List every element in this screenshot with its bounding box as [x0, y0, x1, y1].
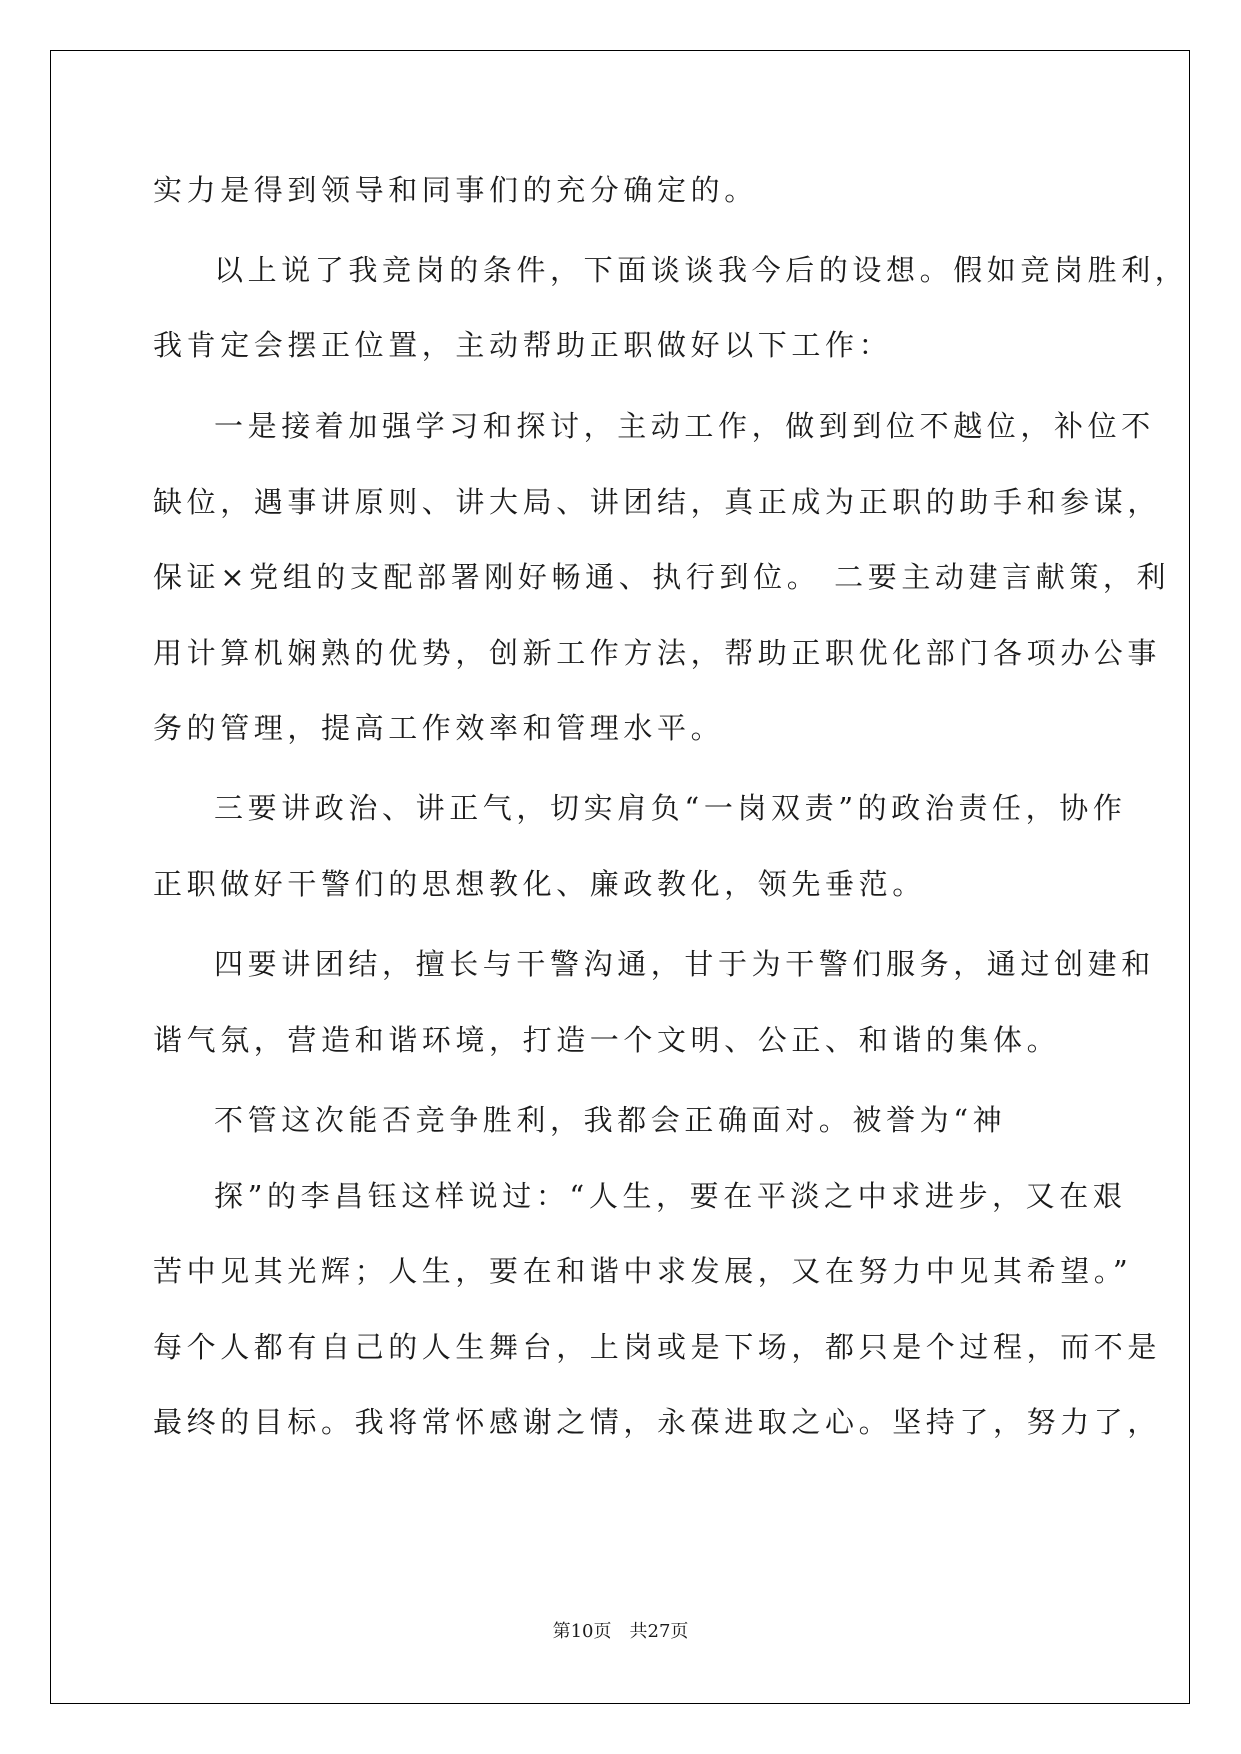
body-line-14: 探”的李昌钰这样说过：“人生，要在平淡之中求进步，又在艰	[214, 1179, 1127, 1213]
body-line-1: 实力是得到领导和同事们的充分确定的。	[153, 173, 758, 207]
body-line-10: 正职做好干警们的思想教化、廉政教化，领先垂范。	[153, 867, 926, 901]
body-line-8: 务的管理，提高工作效率和管理水平。	[153, 711, 725, 745]
body-line-11: 四要讲团结，擅长与干警沟通，甘于为干警们服务，通过创建和	[214, 947, 1155, 981]
body-line-13: 不管这次能否竞争胜利，我都会正确面对。被誉为“神	[214, 1103, 1007, 1137]
body-line-7: 用计算机娴熟的优势，创新工作方法，帮助正职优化部门各项办公事	[153, 636, 1162, 670]
body-line-16: 每个人都有自己的人生舞台，上岗或是下场，都只是个过程，而不是	[153, 1330, 1162, 1364]
body-line-15: 苦中见其光辉；人生，要在和谐中求发展，又在努力中见其希望。”	[153, 1254, 1133, 1288]
page-total: 共27页	[629, 1621, 689, 1642]
body-line-9: 三要讲政治、讲正气，切实肩负“一岗双责”的政治责任，协作	[214, 791, 1127, 825]
body-line-12: 谐气氛，营造和谐环境，打造一个文明、公正、和谐的集体。	[153, 1023, 1061, 1057]
body-line-17: 最终的目标。我将常怀感谢之情，永葆进取之心。坚持了，努力了，	[153, 1405, 1162, 1439]
body-line-2: 以上说了我竞岗的条件，下面谈谈我今后的设想。假如竞岗胜利，	[214, 253, 1189, 287]
body-line-6: 保证×党组的支配部署刚好畅通、执行到位。 二要主动建言献策，利	[153, 560, 1171, 594]
body-line-4: 一是接着加强学习和探讨，主动工作，做到到位不越位，补位不	[214, 409, 1155, 443]
page-number: 第10页	[552, 1621, 612, 1642]
page-footer	[0, 1620, 1241, 1644]
body-line-3: 我肯定会摆正位置，主动帮助正职做好以下工作：	[153, 328, 893, 362]
body-line-5: 缺位，遇事讲原则、讲大局、讲团结，真正成为正职的助手和参谋，	[153, 485, 1162, 519]
